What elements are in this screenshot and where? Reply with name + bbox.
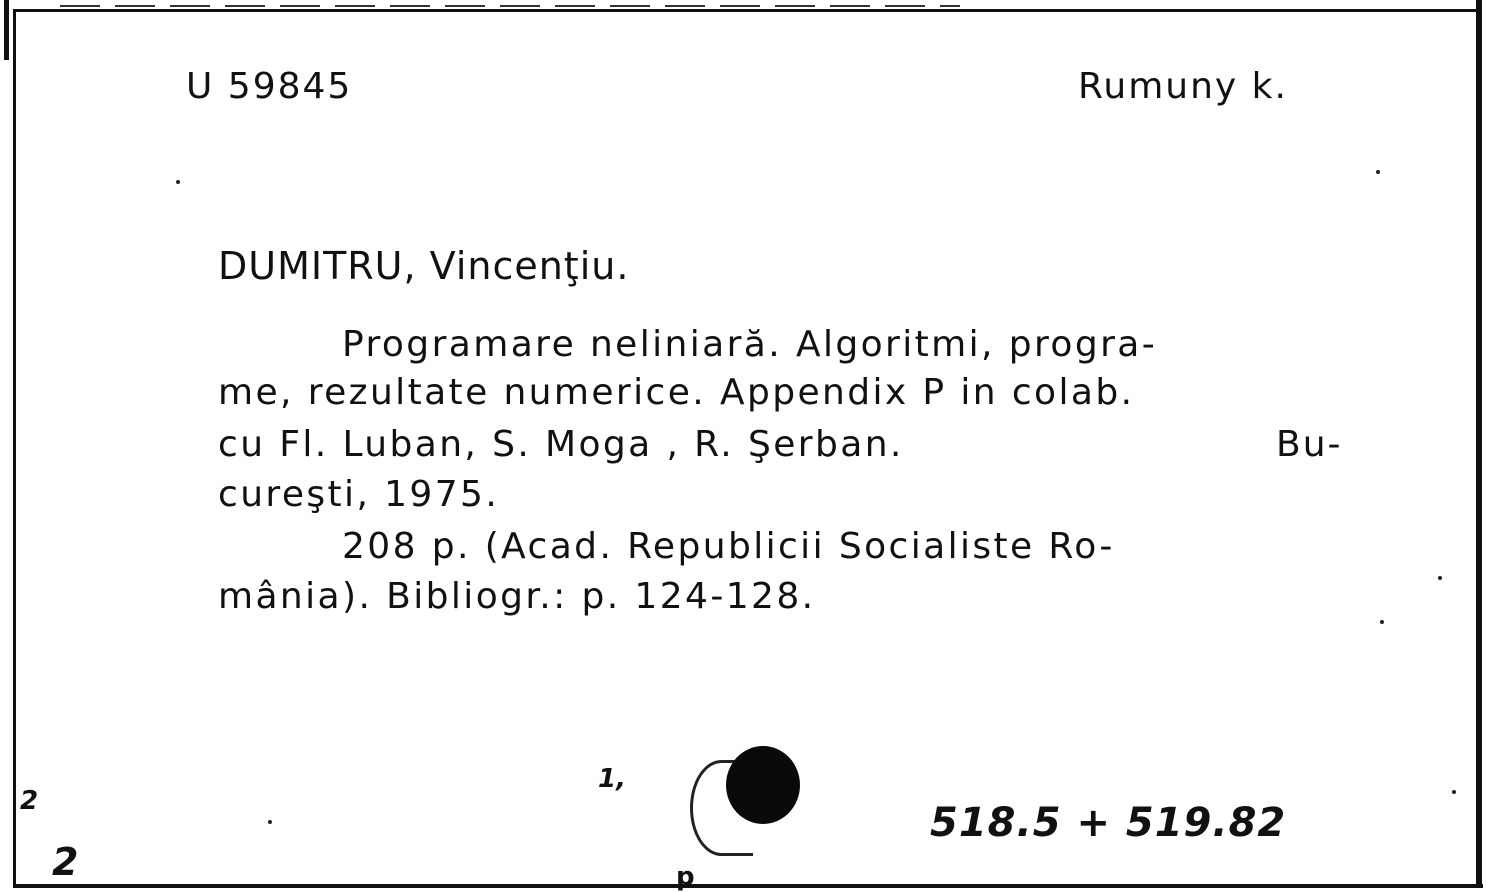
handwritten-classification: 518.5 + 519.82 <box>930 800 1287 846</box>
card-border-top-dashes <box>60 5 960 7</box>
card-border-top <box>13 9 1478 12</box>
body-line-6: mânia). Bibliogr.: p. 124-128. <box>218 576 816 617</box>
body-line-5: 208 p. (Acad. Republicii Socialiste Ro- <box>342 526 1115 567</box>
speck <box>1452 790 1456 794</box>
call-number: U 59845 <box>186 66 353 107</box>
body-line-2: me, rezultate numerice. Appendix P in colab. <box>218 372 1135 413</box>
card-border-right <box>1476 0 1482 888</box>
card-border-bottom <box>13 884 1483 888</box>
speck <box>1380 620 1384 624</box>
handwritten-mark-p: p <box>676 862 695 892</box>
speck <box>176 180 180 184</box>
speck <box>268 820 272 824</box>
card-border-left <box>13 10 16 888</box>
handwritten-mark-1: 1, <box>598 764 626 794</box>
body-line-3: cu Fl. Luban, S. Moga , R. Şerban. <box>218 424 904 465</box>
speck <box>1438 576 1442 580</box>
speck <box>1376 170 1380 174</box>
card-edge-left <box>4 0 9 60</box>
handwritten-mark-small: 2 <box>20 786 39 816</box>
body-line-3-end: Bu- <box>1276 424 1343 465</box>
punch-hole <box>726 746 800 824</box>
handwritten-mark-2: 2 <box>52 840 79 884</box>
body-line-4: cureşti, 1975. <box>218 474 500 515</box>
language-note: Rumuny k. <box>1078 66 1288 107</box>
author-heading: DUMITRU, Vincenţiu. <box>218 244 630 288</box>
body-line-1: Programare neliniară. Algoritmi, progra- <box>342 324 1158 365</box>
